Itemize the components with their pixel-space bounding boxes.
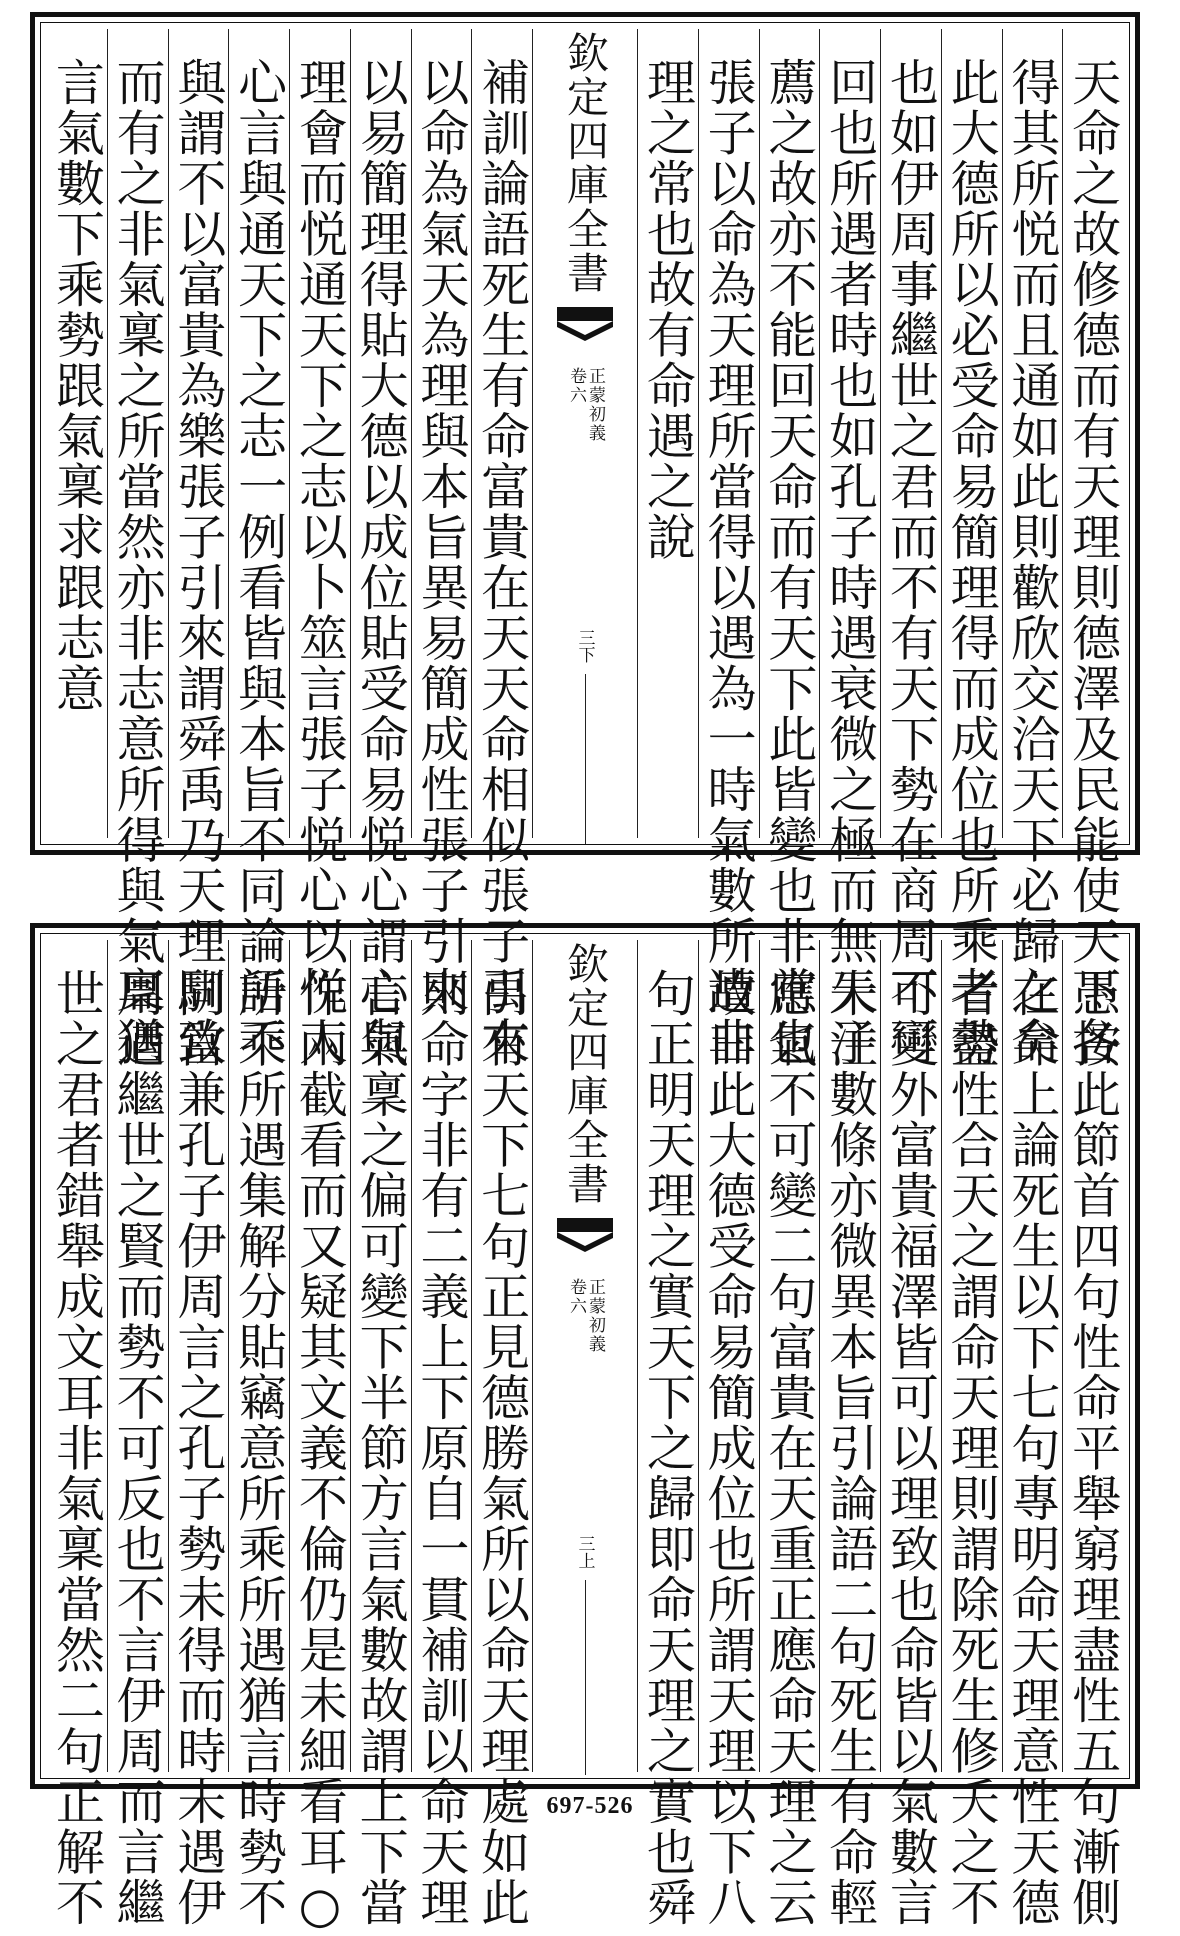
text-column xyxy=(759,29,820,1067)
work-title: 正蒙初義 xyxy=(585,1278,605,1354)
column-text: 天命之故修德而有天理則德澤及民能使天下各 xyxy=(1064,57,1122,1067)
column-text: 同當兼孔子伊周言之孔子勢未得而時未遇伊 xyxy=(169,968,227,1928)
text-column xyxy=(107,29,168,1067)
column-text: 所乘所遇集解分貼竊意所乘所遇猶言時勢不 xyxy=(230,968,288,1928)
text-column xyxy=(698,29,759,1067)
text-column xyxy=(941,940,1002,1928)
text-column xyxy=(759,940,820,1928)
column-text: 言氣稟之偏可變下半節方言氣數故謂上下當 xyxy=(352,968,410,1928)
column-text: 薦之故亦不能回天命而有天下此皆變也非常也 xyxy=(760,57,818,1067)
text-column xyxy=(637,940,698,1928)
column-text: 周遇繼世之賢而勢不可反也不言伊周而言繼 xyxy=(109,968,167,1928)
column-text: 故曰此大德受命易簡成位也所謂天理以下八 xyxy=(700,968,758,1928)
text-column xyxy=(411,940,472,1928)
fold-line xyxy=(585,1580,586,1775)
column-text: 而有之非氣稟之所當然亦非志意所得與氣稟猶 xyxy=(109,57,167,1067)
text-column xyxy=(819,940,880,1928)
column-text: 也如伊周事繼世之君而不有天下勢在商周不可 xyxy=(882,57,940,1067)
book-title: 欽定四庫全書 xyxy=(561,31,610,295)
column-text: 在命上論死生以下七句專明命天理意性天德 xyxy=(1003,968,1061,1928)
fish-tail-mark-icon xyxy=(555,305,615,345)
text-column xyxy=(471,29,532,1067)
column-area xyxy=(47,29,1123,1067)
text-column xyxy=(880,940,941,1928)
text-column xyxy=(168,940,229,1928)
column-text: 得其所悦而且通如此則歡欣交洽天下必歸之矣 xyxy=(1003,57,1061,1067)
text-column xyxy=(168,29,229,1067)
text-column xyxy=(1002,29,1063,1067)
fish-tail-mark-icon xyxy=(555,1216,615,1256)
column-text: 應氣不可變二句富貴在天重正應命天理之云 xyxy=(760,968,818,1928)
center-fold-column xyxy=(532,940,637,1772)
text-column xyxy=(228,940,289,1928)
text-column xyxy=(880,29,941,1067)
column-text: 回也所遇者時也如孔子時遇衰微之極而無天子 xyxy=(821,57,879,1067)
text-column xyxy=(289,29,350,1067)
text-column xyxy=(107,940,168,1928)
page-upper xyxy=(30,12,1140,1067)
text-column xyxy=(941,29,1002,1067)
fold-line xyxy=(585,674,586,844)
column-text: 以命為氣天為理與本旨異易簡成性張子引來 xyxy=(412,57,470,1017)
volume-label xyxy=(567,1278,603,1354)
column-text: 則命字非有二義上下原自一貫補訓以命天理 xyxy=(412,968,470,1928)
footer-page-code: 697-526 xyxy=(546,1793,634,1819)
volume-number: 卷六 xyxy=(566,1278,586,1316)
work-title: 正蒙初義 xyxy=(585,367,605,443)
column-text: 張子以命為天理所當得以遇為一時氣數所遭非 xyxy=(700,57,758,1067)
column-text: 者盡性合天之謂命天理則謂除死生修夭之不 xyxy=(943,968,1001,1928)
text-column xyxy=(1062,940,1123,1928)
column-text: 禹有天下七句正見德勝氣所以命天理處如此 xyxy=(473,968,531,1928)
column-text: 句正明天理之實天下之歸即命天理之實也舜 xyxy=(639,968,697,1928)
column-text: 與謂不以富貴為樂張子引來謂舜禹乃天理馴致 xyxy=(169,57,227,1067)
column-text: 以易簡理得貼大德以成位貼受命易悦心謂心與 xyxy=(352,57,410,1067)
text-column xyxy=(47,940,107,1928)
column-text: 朱注數條亦微異本旨引論語二句死生有命輕 xyxy=(821,968,879,1928)
column-text: 理之常也故有命遇之說 xyxy=(639,57,697,562)
page-number: 三上 xyxy=(574,1535,595,1569)
book-title: 欽定四庫全書 xyxy=(561,942,610,1206)
column-text: 心言與通天下之志一例看皆與本旨不同論語不 xyxy=(230,57,288,1067)
column-text: 理會而悦通天下之志以卜筮言張子悦心以悦人 xyxy=(291,57,349,1067)
column-text: 此大德所以必受命易簡理得而成位也所乘者勢 xyxy=(943,57,1001,1067)
column-text: 言氣數下乘勢跟氣稟求跟志意 xyxy=(48,57,106,714)
volume-number: 卷六 xyxy=(566,367,586,405)
page-number: 三下 xyxy=(574,629,595,663)
text-column xyxy=(350,29,411,1067)
text-column xyxy=(350,940,411,1928)
text-column xyxy=(411,29,472,1017)
text-column xyxy=(228,29,289,1067)
column-text: 可變外富貴福澤皆可以理致也命皆以氣數言 xyxy=(882,968,940,1928)
text-column xyxy=(698,940,759,1928)
text-column xyxy=(819,29,880,1067)
text-column xyxy=(1062,29,1123,1067)
text-column xyxy=(289,940,350,1936)
column-text: 作兩截看而又疑其文義不倫仍是未細看耳○ xyxy=(291,968,349,1936)
text-column xyxy=(471,940,532,1928)
column-text: 愚按此節首四句性命平舉窮理盡性五句漸側 xyxy=(1064,968,1122,1928)
volume-label xyxy=(567,367,603,443)
text-column xyxy=(637,29,698,838)
text-column xyxy=(1002,940,1063,1928)
column-text: 世之君者錯舉成文耳非氣稟當然二句正解不 xyxy=(48,968,106,1928)
center-fold-column xyxy=(532,29,637,838)
text-column xyxy=(47,29,107,838)
column-text: 補訓論語死生有命富貴在天天命相似張子引來 xyxy=(473,57,531,1067)
